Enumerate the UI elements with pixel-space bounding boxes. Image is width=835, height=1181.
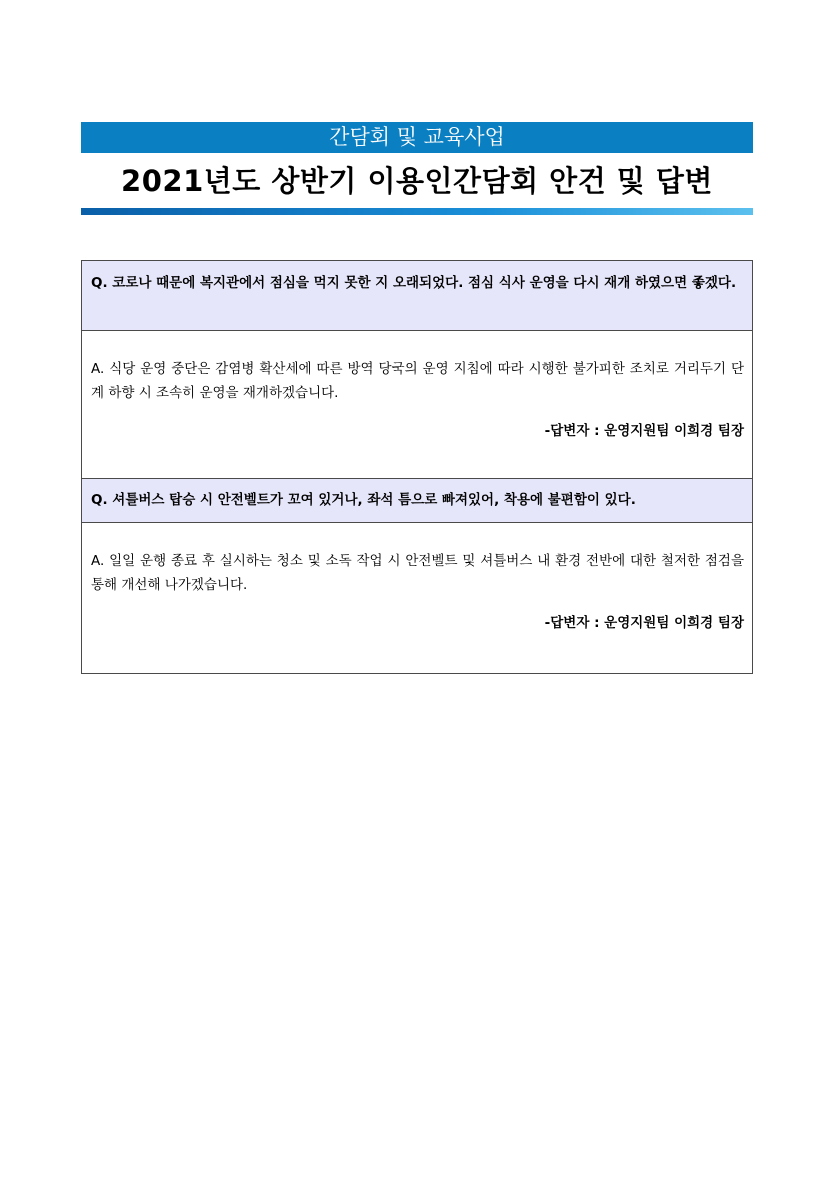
answer-text: A. 일일 운행 종료 후 실시하는 청소 및 소독 작업 시 안전벨트 및 셔틀버스 내 환경 전반에 대한 철저한 점검을 통해 개선해 나가겠습니다. bbox=[91, 553, 744, 593]
question-text: Q. 셔틀버스 탑승 시 안전벨트가 꼬여 있거나, 좌석 틈으로 빠져있어, 착용에 불편함이 있다. bbox=[91, 492, 636, 508]
answer-text: A. 식당 운영 중단은 감염병 확산세에 따른 방역 당국의 운영 지침에 따라 시행한 불가피한 조치로 거리두기 단계 하향 시 조속히 운영을 재개하겠습니다. bbox=[91, 361, 744, 401]
answer-row bbox=[82, 331, 752, 479]
answerer-label: -답변자 : 운영지원팀 이희경 팀장 bbox=[544, 423, 744, 439]
title-underline bbox=[81, 208, 753, 215]
page-title: 2021년도 상반기 이용인간담회 안건 및 답변 bbox=[121, 164, 713, 198]
question-text: Q. 코로나 때문에 복지관에서 점심을 먹지 못한 지 오래되었다. 점심 식사 운영을 다시 재개 하였으면 좋겠다. bbox=[91, 275, 737, 291]
qa-table bbox=[81, 260, 753, 674]
question-row bbox=[82, 479, 752, 523]
question-row bbox=[82, 261, 752, 331]
answer-row bbox=[82, 523, 752, 673]
section-category-banner: 간담회 및 교육사업 bbox=[81, 122, 753, 153]
answerer-label: -답변자 : 운영지원팀 이희경 팀장 bbox=[544, 615, 744, 631]
